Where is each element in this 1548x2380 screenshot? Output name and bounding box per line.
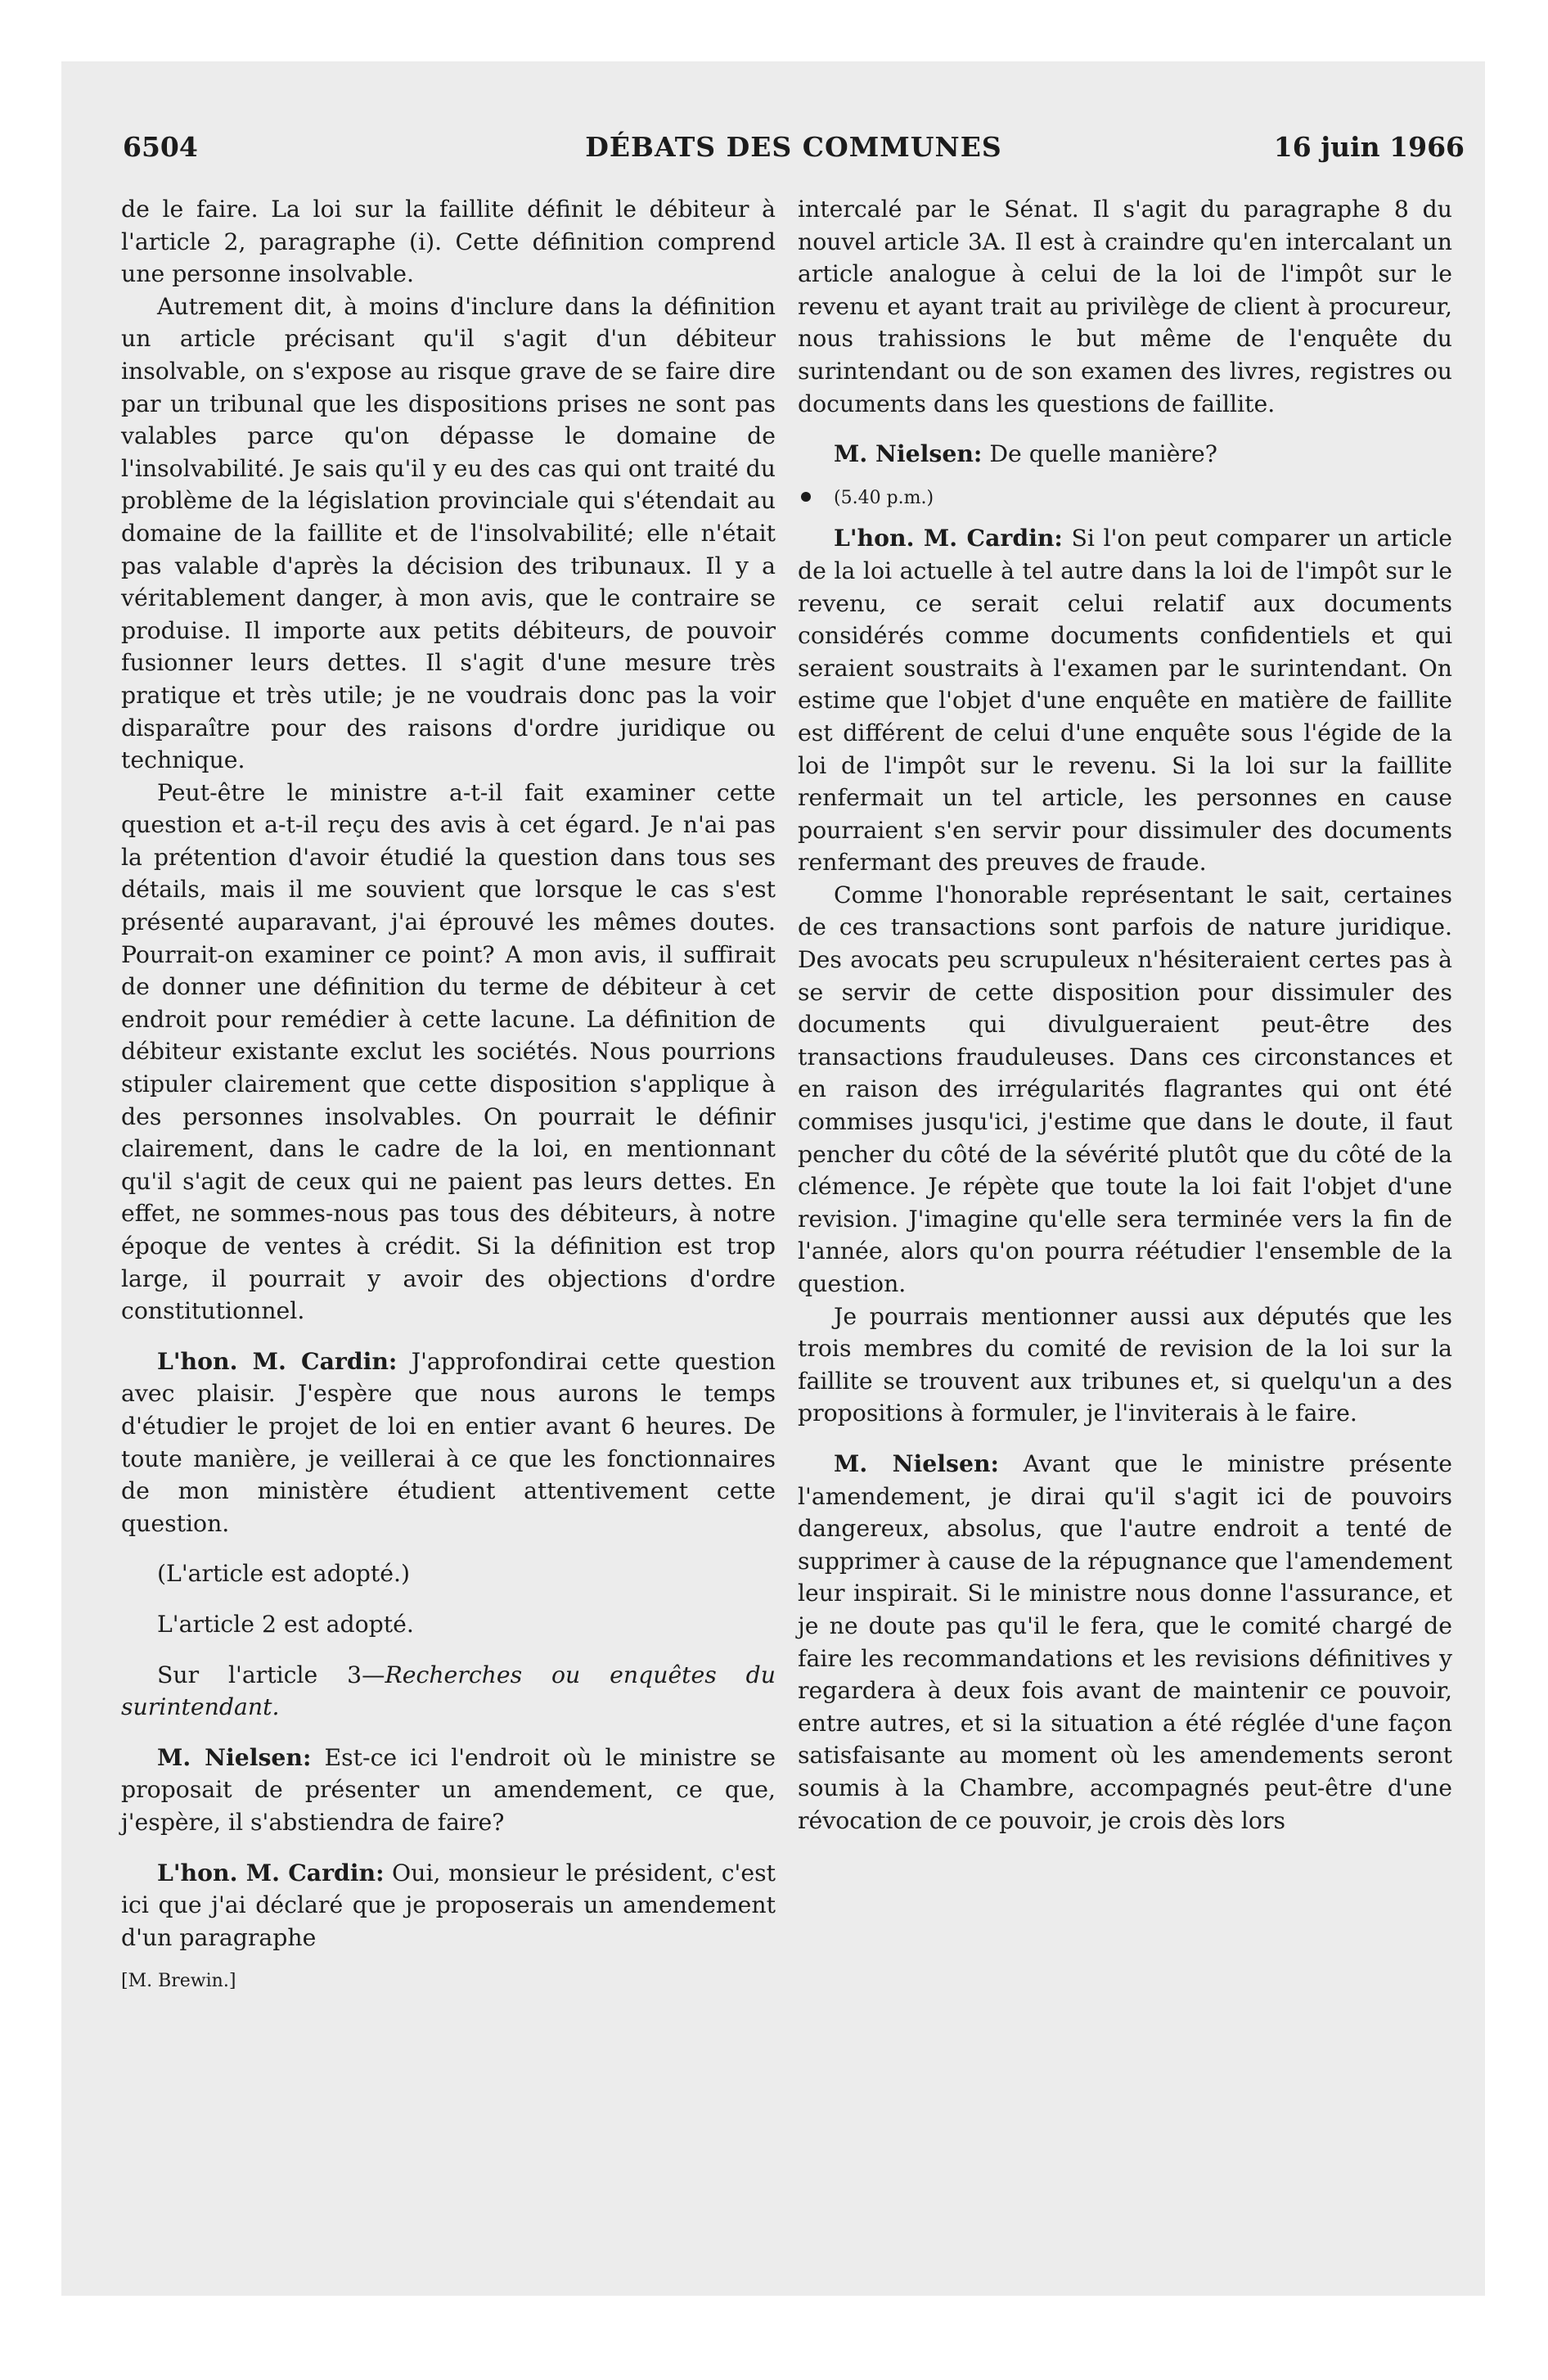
speech-text: Est-ce ici l'endroit où le ministre se proposait de présenter un amendement, ce que, j'espère, il s'abstiendra de faire? (121, 1743, 776, 1836)
speech-text: J'approfondirai cette question avec plaisir. J'espère que nous aurons le temps d'étudier le projet de loi en entier avant 6 heures. De toute manière, je veillerai à ce que les fonctionnaires de mon ministère étudient attentivement cette question. (121, 1347, 776, 1537)
speech-text: De quelle manière? (989, 440, 1217, 468)
speech-text: Oui, monsieur le président, c'est ici que j'ai déclaré que je proposerais un amendement d'un paragraphe (121, 1859, 776, 1951)
paragraph: Comme l'honorable représentant le sait, certaines de ces transactions sont parfois de nature juridique. Des avocats peu scrupuleux n'hésiteraient certes pas à se servir de cette disposition pour dissimuler des documents qui divulgueraient peut-être des transactions frauduleuses. Dans ces circonstances et en raison des irrégularités flagrantes qui ont été commises jusqu'ici, j'estime que dans le doute, il faut pencher du côté de la sévérité plutôt que du côté de la clémence. Je répète que toute la loi fait l'objet d'une revision. J'imagine qu'elle sera terminée vers la fin de l'année, alors qu'on pourra réétudier l'ensemble de la question. (798, 881, 1452, 1297)
speaker-name: L'hon. M. Cardin: (157, 1858, 385, 1886)
right-column (798, 193, 1452, 1837)
time-marker (798, 482, 1452, 515)
procedural-note: L'article 2 est adopté. (157, 1610, 414, 1638)
footer-note: [M. Brewin.] (121, 1971, 236, 1992)
page-number: 6504 (123, 131, 198, 163)
section-prefix: Sur l'article 3— (157, 1661, 385, 1688)
section-heading (121, 1659, 776, 1724)
speech-paragraph (798, 1448, 1452, 1837)
paragraph: Peut-être le ministre a-t-il fait examiner cette question et a-t-il reçu des avis à cet égard. Je n'ai pas la prétention d'avoir étudié la question dans tous ses détails, mais il me souvient que lorsque le cas s'est présenté auparavant, j'ai éprouvé les mêmes doutes. Pourrait-on examiner ce point? A mon avis, il suffirait de donner une définition du terme de débiteur à cet endroit pour remédier à cette lacune. La définition de débiteur existante exclut les sociétés. Nous pourrions stipuler clairement que cette disposition s'applique à des personnes insolvables. On pourrait le définir clairement, dans le cadre de la loi, en mentionnant qu'il s'agit de ceux qui ne paient pas leurs dettes. En effet, ne sommes-nous pas tous des débiteurs, à notre époque de ventes à crédit. Si la définition est trop large, il pourrait y avoir des objections d'ordre constitutionnel. (121, 778, 776, 1325)
speaker-name: L'hon. M. Cardin: (834, 524, 1063, 552)
left-column (121, 193, 776, 1998)
journal-title: DÉBATS DES COMMUNES (585, 131, 1002, 163)
speech-paragraph (798, 522, 1452, 879)
speech-text: Avant que le ministre présente l'amendement, je dirai qu'il s'agit ici de pouvoirs dangereux, absolus, que l'autre endroit a tenté de supprimer à cause de la répugnance que l'amendement leur inspirait. Si le ministre nous donne l'assurance, et je ne doute pas qu'il le fera, que le comité chargé de faire les recommandations et les revisions définitives y regardera à deux fois avant de maintenir ce pouvoir, entre autres, et si la situation a été réglée d'une façon satisfaisante au moment où les amendements seront soumis à la Chambre, accompagnés peut-être d'une révocation de ce pouvoir, je crois dès lors (798, 1449, 1452, 1834)
procedural-note: (L'article est adopté.) (157, 1560, 410, 1588)
paragraph: Autrement dit, à moins d'inclure dans la définition un article précisant qu'il s'agit d'un débiteur insolvable, on s'expose au risque grave de se faire dire par un tribunal que les dispositions prises ne sont pas valables parce qu'on dépasse le domaine de l'insolvabilité. Je sais qu'il y eu des cas qui ont traité du problème de la législation provinciale qui s'étendait au domaine de la faillite et de l'insolvabilité; elle n'était pas valable d'après la décision des tribunaux. Il y a véritablement danger, à mon avis, que le contraire se produise. Il importe aux petits débiteurs, de pouvoir fusionner leurs dettes. Il s'agit d'une mesure très pratique et très utile; je ne voudrais donc pas la voir disparaître pour des raisons d'ordre juridique ou technique. (121, 292, 776, 774)
speaker-name: M. Nielsen: (834, 439, 983, 468)
speech-paragraph (121, 1857, 776, 1954)
speaker-name: M. Nielsen: (834, 1449, 999, 1477)
bullet-dot-icon (801, 492, 811, 502)
speech-text: Si l'on peut comparer un article de la loi actuelle à tel autre dans la loi de l'impôt sur le revenu, ce serait celui relatif aux documents considérés comme documents confidentiels et qui seraient soustraits à l'examen par le surintendant. On estime que l'objet d'une enquête en matière de faillite est différent de celui d'une enquête sous l'égide de la loi de l'impôt sur le revenu. Si la loi sur la faillite renfermait un tel article, les personnes en cause pourraient s'en servir pour dissimuler des documents renfermant des preuves de fraude. (798, 525, 1452, 877)
speech-paragraph (798, 438, 1452, 471)
paragraph: intercalé par le Sénat. Il s'agit du paragraphe 8 du nouvel article 3A. Il est à craindre qu'en intercalant un article analogue à celui de la loi de l'impôt sur le revenu et ayant trait au privilège de client à procureur, nous trahissions le but même de l'enquête du surintendant ou de son examen des livres, registres ou documents dans les questions de faillite. (798, 196, 1452, 417)
speaker-name: L'hon. M. Cardin: (157, 1346, 398, 1375)
speaker-name: M. Nielsen: (157, 1742, 312, 1771)
paragraph: Je pourrais mentionner aussi aux députés que les trois membres du comité de revision de la loi sur la faillite se trouvent aux tribunes et, si quelqu'un a des propositions à formuler, je l'inviterais à le faire. (798, 1302, 1452, 1427)
time-note: (5.40 p.m.) (834, 487, 934, 508)
section-title: Recherches ou enquêtes du surintendant. (121, 1661, 776, 1721)
speech-paragraph (121, 1742, 776, 1839)
page-header (123, 131, 1465, 172)
speech-paragraph (121, 1346, 776, 1540)
page-date: 16 juin 1966 (1273, 131, 1465, 163)
paragraph: de le faire. La loi sur la faillite définit le débiteur à l'article 2, paragraphe (i). Cette définition comprend une personne insolvable. (121, 196, 776, 288)
